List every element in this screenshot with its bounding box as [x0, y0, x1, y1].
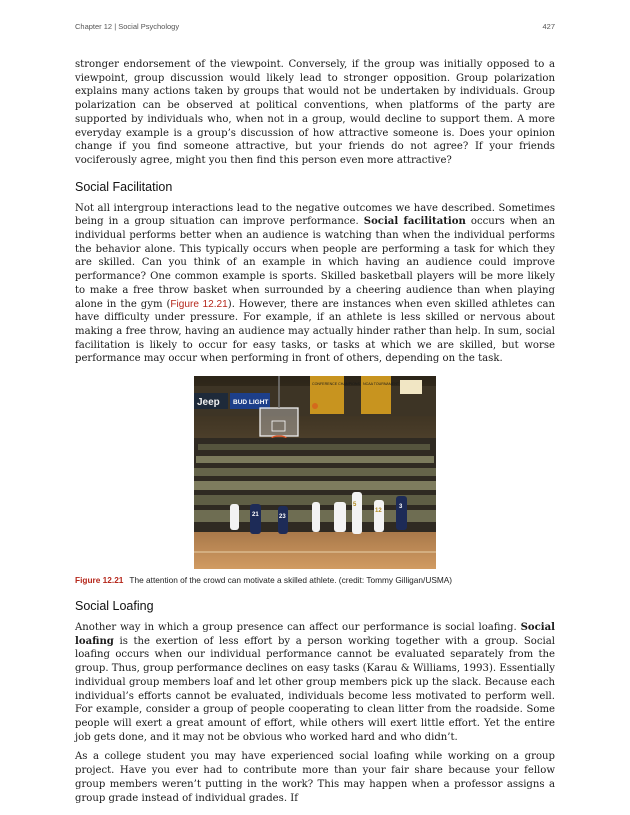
text-run: is the exertion of less effort by a person working together with a group. Social loafing occurs when our individual performance cannot be evaluated separately from the group. Thus, group performance declines on easy tasks (Karau & Williams, 1993). Essentially individual group members loaf and let other group members pick up the slack. Because each individual’s efforts cannot be evaluated, individuals become less motivated to perform well. For example, consider a group of people cooperating to clean litter from the roadside. Some people will exert a great amount of effort, while others will exert little effort. Yet the entire job gets done, and it may not be obvious who worked hard and who didn’t. — [75, 635, 555, 743]
banner-text-2: NCAA TOURNAMENT — [363, 382, 400, 387]
jersey-number-5: 12 — [375, 508, 382, 515]
basketball — [312, 403, 318, 409]
player-7 — [396, 496, 407, 530]
figure-reference-link[interactable]: Figure 12.21 — [170, 298, 228, 310]
key-term-social-facilitation: Social facilitation — [363, 216, 466, 228]
paragraph-social-loafing — [75, 621, 555, 744]
player-4 — [334, 502, 346, 532]
player-5 — [352, 492, 362, 534]
caption-text: The attention of the crowd can motivate a skilled athlete. (credit: Tommy Gilligan/USMA) — [129, 575, 453, 586]
jersey-number-3: 3 — [399, 504, 403, 511]
paragraph-group-project: As a college student you may have experienced social loafing while working on a group project. Have you ever had to contribute more than your fair share because your fellow group members weren’t putting in the work? This may happen when a professor assigns a group grade instead of individual grades. If — [75, 751, 555, 804]
text-run: Not all intergroup interactions lead to the negative outcomes we have described. Sometimes being in a group situation can improve performance. — [75, 202, 555, 228]
budlight-sign-text: BUD LIGHT — [233, 399, 269, 407]
jersey-number-1: 21 — [252, 512, 259, 519]
backboard — [260, 408, 298, 436]
text-run: ). However, there are instances when even skilled athletes can have difficulty under pressure. For example, if an athlete is less skilled or nervous about making a free throw, having an audience may actually hinder rather than help. In sum, social facilitation is likely to occur for easy tasks, or tasks at which we are skilled, but worse performance may occur when performing in front of others, depending on the task. — [75, 298, 555, 365]
paragraph-social-facilitation — [75, 202, 555, 366]
chapter-title: Chapter 12 | Social Psychology — [75, 22, 180, 31]
court-floor — [194, 532, 436, 569]
basketball-photo — [194, 376, 436, 569]
figure-caption — [75, 575, 555, 585]
player-1 — [230, 504, 239, 530]
scoreboard-light — [400, 380, 422, 394]
jeep-sign-text: Jeep — [197, 397, 220, 409]
jersey-number-2: 23 — [279, 514, 286, 521]
page-content — [75, 58, 555, 811]
player-8 — [312, 502, 320, 532]
jersey-number-4: 5 — [353, 502, 357, 509]
caption-label: Figure 12.21 — [75, 575, 124, 586]
page-number: 427 — [542, 22, 555, 31]
banner-text-1: CONFERENCE CHAMPIONS — [312, 382, 360, 387]
text-run: occurs when an individual performs better when an audience is watching than when the individual performs the behavior alone. This typically occurs when people are performing a task for which they are skilled. Can you think of an example in which having an audience could improve performance? One common example is sports. Skilled basketball players will be more likely to make a free throw basket when surrounded by a cheering audience than when playing alone in the gym ( — [75, 216, 555, 310]
running-head — [75, 22, 555, 31]
text-run: Another way in which a group presence can affect our performance is social loafing. — [75, 622, 521, 634]
section-heading-social-loafing: Social Loafing — [75, 599, 154, 614]
section-heading-social-facilitation: Social Facilitation — [75, 179, 173, 194]
figure-12-21 — [75, 376, 555, 569]
key-term-social-loafing: Social loafing — [75, 622, 555, 647]
player-6 — [374, 500, 384, 532]
paragraph-group-polarization: stronger endorsement of the viewpoint. Conversely, if the group was initially opposed to a viewpoint, group discussion would likely lead to stronger opposition. Group polarization explains many actions taken by groups that would not be undertaken by individuals. Group polarization can be observed at political conventions, when platforms of the party are supported by individuals who, when not in a group, would decline to support them. A more everyday example is a group’s discussion of how attractive someone is. Does your opinion change if you find someone attractive, but your friends do not agree? If your friends vociferously agree, might you then find this person even more attractive? — [75, 59, 555, 166]
player-3 — [278, 506, 288, 534]
player-2 — [250, 504, 261, 534]
